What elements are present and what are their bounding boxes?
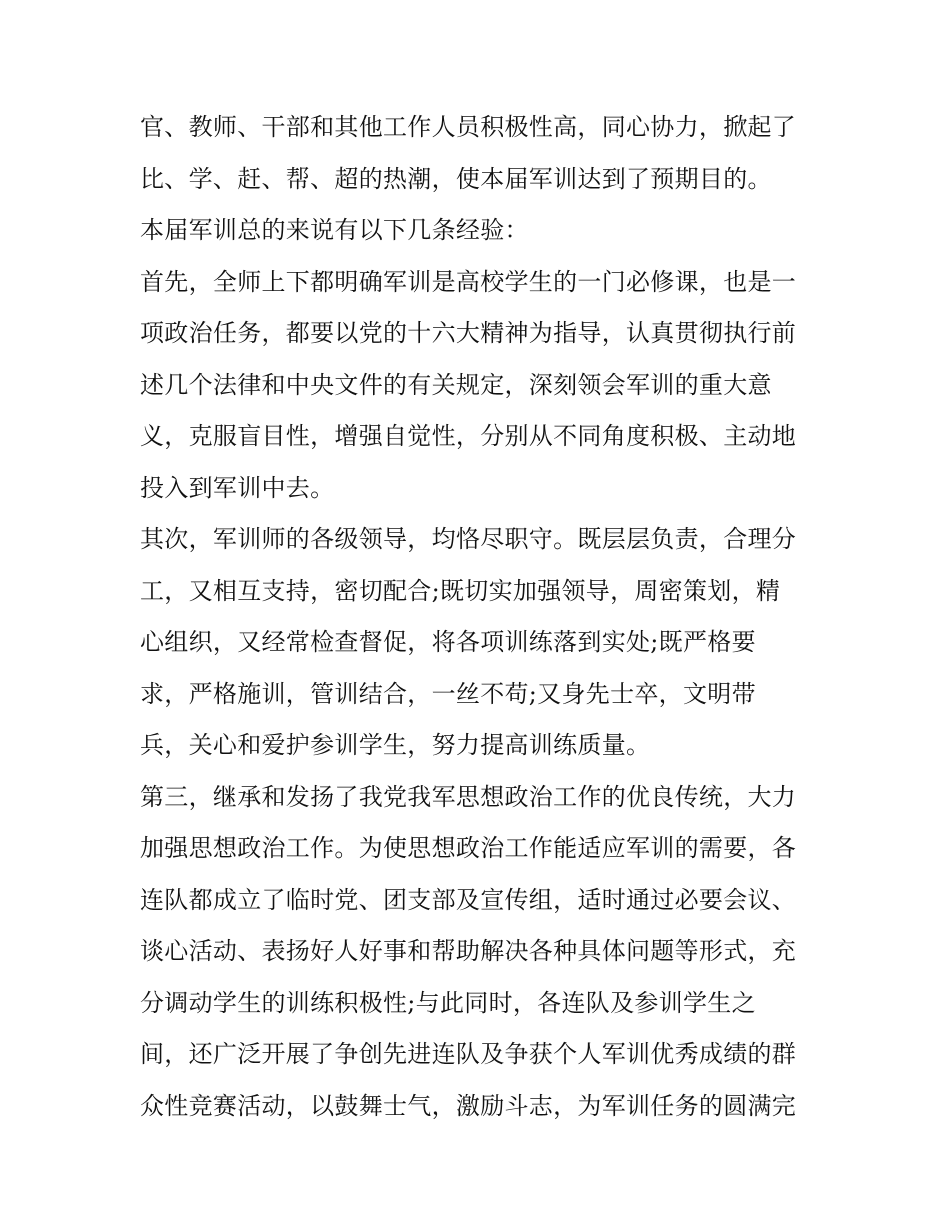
text-line: 加强思想政治工作。为使思想政治工作能适应军训的需要，各: [140, 834, 797, 862]
text-line: 兵，关心和爱护参训学生，努力提高训练质量。: [140, 731, 651, 759]
text-line: 第三，继承和发扬了我党我军思想政治工作的优良传统，大力: [140, 782, 797, 811]
text-line: 谈心活动、表扬好人好事和帮助解决各种具体问题等形式，充: [140, 937, 797, 965]
text-line: 其次，军训师的各级领导，均恪尽职守。既层层负责，合理分: [140, 525, 797, 553]
text-line: 述几个法律和中央文件的有关规定，深刻领会军训的重大意: [140, 370, 772, 399]
text-line: 间，还广泛开展了争创先进连队及争获个人军训优秀成绩的群: [140, 1040, 797, 1068]
text-line: 官、教师、干部和其他工作人员积极性高，同心协力，掀起了: [140, 113, 797, 141]
text-line: 分调动学生的训练积极性;与此同时，各连队及参训学生之: [140, 988, 756, 1017]
text-line: 义，克服盲目性，增强自觉性，分别从不同角度积极、主动地: [140, 422, 797, 450]
text-line: 工，又相互支持，密切配合;既切实加强领导，周密策划，精: [140, 576, 781, 605]
text-line: 项政治任务，都要以党的十六大精神为指导，认真贯彻执行前: [140, 319, 797, 347]
text-line: 心组织，又经常检查督促，将各项训练落到实处;既严格要: [140, 628, 756, 656]
text-line: 本届军训总的来说有以下几条经验：: [140, 216, 529, 244]
text-line: 首先，全师上下都明确军训是高校学生的一门必修课，也是一: [140, 267, 797, 296]
text-line: 比、学、赶、帮、超的热潮，使本届军训达到了预期目的。: [140, 164, 772, 193]
text-line: 连队都成立了临时党、团支部及宣传组，适时通过必要会议、: [140, 885, 797, 914]
document-body: [140, 102, 830, 1132]
text-line: 众性竞赛活动，以鼓舞士气，激励斗志，为军训任务的圆满完: [140, 1091, 797, 1120]
text-line: 求，严格施训，管训结合，一丝不苟;又身先士卒，文明带: [140, 679, 756, 708]
text-line: 投入到军训中去。: [140, 473, 335, 502]
